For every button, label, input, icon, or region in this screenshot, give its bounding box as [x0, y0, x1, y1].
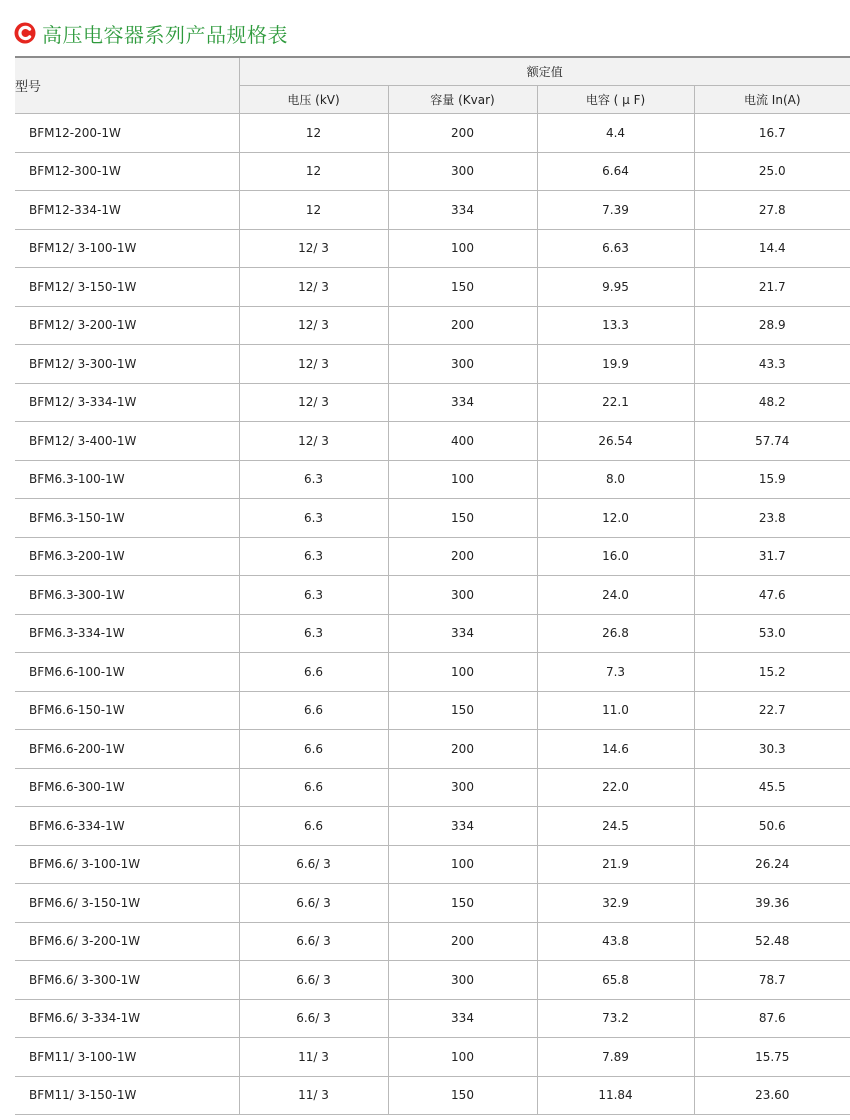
current-cell: 28.9: [694, 306, 850, 345]
capacity-cell: 150: [388, 691, 537, 730]
capacity-cell: 150: [388, 884, 537, 923]
spec-table: [15, 56, 850, 1115]
capacity-cell: 300: [388, 768, 537, 807]
voltage-cell: 6.6/ 3: [239, 961, 388, 1000]
capacity-cell: 300: [388, 961, 537, 1000]
capacitance-cell: 7.89: [537, 1038, 694, 1077]
voltage-cell: 11/ 3: [239, 1076, 388, 1115]
voltage-column-header: 电压 (kV): [239, 86, 388, 114]
capacitance-cell: 13.3: [537, 306, 694, 345]
table-row: [15, 383, 850, 422]
model-cell: BFM6.6-334-1W: [15, 807, 239, 846]
table-row: [15, 1038, 850, 1077]
voltage-cell: 6.3: [239, 537, 388, 576]
model-cell: BFM6.6-300-1W: [15, 768, 239, 807]
capacitance-cell: 43.8: [537, 922, 694, 961]
voltage-cell: 6.6: [239, 691, 388, 730]
capacity-cell: 100: [388, 1038, 537, 1077]
capacity-cell: 334: [388, 807, 537, 846]
current-cell: 15.2: [694, 653, 850, 692]
voltage-cell: 12: [239, 152, 388, 191]
model-cell: BFM6.6-200-1W: [15, 730, 239, 769]
model-cell: BFM12-300-1W: [15, 152, 239, 191]
current-cell: 27.8: [694, 191, 850, 230]
table-row: [15, 884, 850, 923]
model-cell: BFM6.3-200-1W: [15, 537, 239, 576]
current-cell: 26.24: [694, 845, 850, 884]
table-row: [15, 460, 850, 499]
capacitance-cell: 9.95: [537, 268, 694, 307]
capacitance-cell: 8.0: [537, 460, 694, 499]
capacity-cell: 300: [388, 152, 537, 191]
current-cell: 15.9: [694, 460, 850, 499]
capacitance-cell: 21.9: [537, 845, 694, 884]
table-row: [15, 114, 850, 153]
model-cell: BFM6.3-300-1W: [15, 576, 239, 615]
current-cell: 43.3: [694, 345, 850, 384]
current-cell: 31.7: [694, 537, 850, 576]
model-cell: BFM12/ 3-150-1W: [15, 268, 239, 307]
table-row: [15, 229, 850, 268]
capacity-column-header: 容量 (Kvar): [388, 86, 537, 114]
capacitance-cell: 32.9: [537, 884, 694, 923]
capacitance-cell: 19.9: [537, 345, 694, 384]
table-row: [15, 306, 850, 345]
voltage-cell: 12: [239, 191, 388, 230]
capacitance-cell: 24.0: [537, 576, 694, 615]
current-cell: 22.7: [694, 691, 850, 730]
current-cell: 23.8: [694, 499, 850, 538]
voltage-cell: 12/ 3: [239, 268, 388, 307]
capacitance-cell: 14.6: [537, 730, 694, 769]
current-column-header: 电流 In(A): [694, 86, 850, 114]
capacity-cell: 334: [388, 614, 537, 653]
current-cell: 45.5: [694, 768, 850, 807]
table-row: [15, 999, 850, 1038]
model-cell: BFM12/ 3-334-1W: [15, 383, 239, 422]
model-cell: BFM6.6/ 3-100-1W: [15, 845, 239, 884]
voltage-cell: 6.3: [239, 460, 388, 499]
capacity-cell: 150: [388, 268, 537, 307]
table-body: [15, 114, 850, 1115]
capacitance-cell: 16.0: [537, 537, 694, 576]
current-cell: 52.48: [694, 922, 850, 961]
current-cell: 57.74: [694, 422, 850, 461]
capacitance-cell: 7.3: [537, 653, 694, 692]
table-row: [15, 961, 850, 1000]
capacitance-cell: 6.63: [537, 229, 694, 268]
capacitance-cell: 26.54: [537, 422, 694, 461]
voltage-cell: 6.6: [239, 807, 388, 846]
model-cell: BFM6.3-150-1W: [15, 499, 239, 538]
voltage-cell: 6.6/ 3: [239, 999, 388, 1038]
voltage-cell: 12/ 3: [239, 229, 388, 268]
rated-values-group-header: 额定值: [239, 57, 850, 86]
page-header: [14, 16, 288, 50]
capacity-cell: 100: [388, 229, 537, 268]
capacity-cell: 200: [388, 114, 537, 153]
table-row: [15, 152, 850, 191]
capacitance-cell: 26.8: [537, 614, 694, 653]
table-row: [15, 576, 850, 615]
capacitance-cell: 4.4: [537, 114, 694, 153]
table-row: [15, 730, 850, 769]
capacitance-cell: 65.8: [537, 961, 694, 1000]
current-cell: 16.7: [694, 114, 850, 153]
table-row: [15, 499, 850, 538]
table-row: [15, 191, 850, 230]
capacitance-cell: 22.1: [537, 383, 694, 422]
current-cell: 39.36: [694, 884, 850, 923]
model-cell: BFM6.3-334-1W: [15, 614, 239, 653]
voltage-cell: 12/ 3: [239, 306, 388, 345]
voltage-cell: 6.3: [239, 499, 388, 538]
capacitance-cell: 24.5: [537, 807, 694, 846]
capacity-cell: 150: [388, 499, 537, 538]
voltage-cell: 12/ 3: [239, 383, 388, 422]
voltage-cell: 6.6/ 3: [239, 845, 388, 884]
capacitance-cell: 7.39: [537, 191, 694, 230]
current-cell: 23.60: [694, 1076, 850, 1115]
voltage-cell: 6.6: [239, 768, 388, 807]
table-row: [15, 691, 850, 730]
voltage-cell: 11/ 3: [239, 1038, 388, 1077]
table-row: [15, 807, 850, 846]
model-cell: BFM11/ 3-150-1W: [15, 1076, 239, 1115]
model-cell: BFM12-334-1W: [15, 191, 239, 230]
voltage-cell: 6.3: [239, 576, 388, 615]
capacity-cell: 334: [388, 191, 537, 230]
capacity-cell: 200: [388, 730, 537, 769]
voltage-cell: 12: [239, 114, 388, 153]
table-row: [15, 845, 850, 884]
model-column-header: 型号: [15, 57, 239, 114]
capacity-cell: 100: [388, 460, 537, 499]
model-cell: BFM6.6-150-1W: [15, 691, 239, 730]
current-cell: 53.0: [694, 614, 850, 653]
current-cell: 48.2: [694, 383, 850, 422]
current-cell: 87.6: [694, 999, 850, 1038]
current-cell: 30.3: [694, 730, 850, 769]
current-cell: 15.75: [694, 1038, 850, 1077]
voltage-cell: 6.6/ 3: [239, 884, 388, 923]
table-row: [15, 922, 850, 961]
capacity-cell: 150: [388, 1076, 537, 1115]
model-cell: BFM12/ 3-200-1W: [15, 306, 239, 345]
model-cell: BFM6.6/ 3-300-1W: [15, 961, 239, 1000]
model-cell: BFM12/ 3-400-1W: [15, 422, 239, 461]
model-cell: BFM6.6/ 3-150-1W: [15, 884, 239, 923]
model-cell: BFM11/ 3-100-1W: [15, 1038, 239, 1077]
capacity-cell: 300: [388, 576, 537, 615]
capacity-cell: 200: [388, 922, 537, 961]
table-row: [15, 1076, 850, 1115]
model-cell: BFM12-200-1W: [15, 114, 239, 153]
table-row: [15, 768, 850, 807]
voltage-cell: 6.3: [239, 614, 388, 653]
model-cell: BFM6.6/ 3-200-1W: [15, 922, 239, 961]
current-cell: 25.0: [694, 152, 850, 191]
model-cell: BFM12/ 3-300-1W: [15, 345, 239, 384]
table-row: [15, 268, 850, 307]
current-cell: 50.6: [694, 807, 850, 846]
voltage-cell: 12/ 3: [239, 345, 388, 384]
current-cell: 47.6: [694, 576, 850, 615]
brand-logo-icon: [14, 22, 36, 44]
voltage-cell: 6.6: [239, 730, 388, 769]
current-cell: 21.7: [694, 268, 850, 307]
capacitance-cell: 73.2: [537, 999, 694, 1038]
page-title: 高压电容器系列产品规格表: [42, 22, 288, 47]
voltage-cell: 12/ 3: [239, 422, 388, 461]
table-row: [15, 614, 850, 653]
capacity-cell: 400: [388, 422, 537, 461]
current-cell: 14.4: [694, 229, 850, 268]
table-header-row: [15, 57, 850, 86]
capacity-cell: 334: [388, 383, 537, 422]
voltage-cell: 6.6: [239, 653, 388, 692]
table-row: [15, 653, 850, 692]
capacity-cell: 100: [388, 845, 537, 884]
capacity-cell: 334: [388, 999, 537, 1038]
capacitance-cell: 11.0: [537, 691, 694, 730]
capacity-cell: 200: [388, 537, 537, 576]
capacity-cell: 200: [388, 306, 537, 345]
capacitance-cell: 12.0: [537, 499, 694, 538]
model-cell: BFM6.6-100-1W: [15, 653, 239, 692]
capacity-cell: 300: [388, 345, 537, 384]
capacitance-cell: 6.64: [537, 152, 694, 191]
model-cell: BFM12/ 3-100-1W: [15, 229, 239, 268]
table-row: [15, 345, 850, 384]
current-cell: 78.7: [694, 961, 850, 1000]
voltage-cell: 6.6/ 3: [239, 922, 388, 961]
table-row: [15, 422, 850, 461]
capacitance-cell: 11.84: [537, 1076, 694, 1115]
capacity-cell: 100: [388, 653, 537, 692]
capacitance-cell: 22.0: [537, 768, 694, 807]
table-row: [15, 537, 850, 576]
capacitance-column-header: 电容 ( μ F): [537, 86, 694, 114]
model-cell: BFM6.6/ 3-334-1W: [15, 999, 239, 1038]
model-cell: BFM6.3-100-1W: [15, 460, 239, 499]
